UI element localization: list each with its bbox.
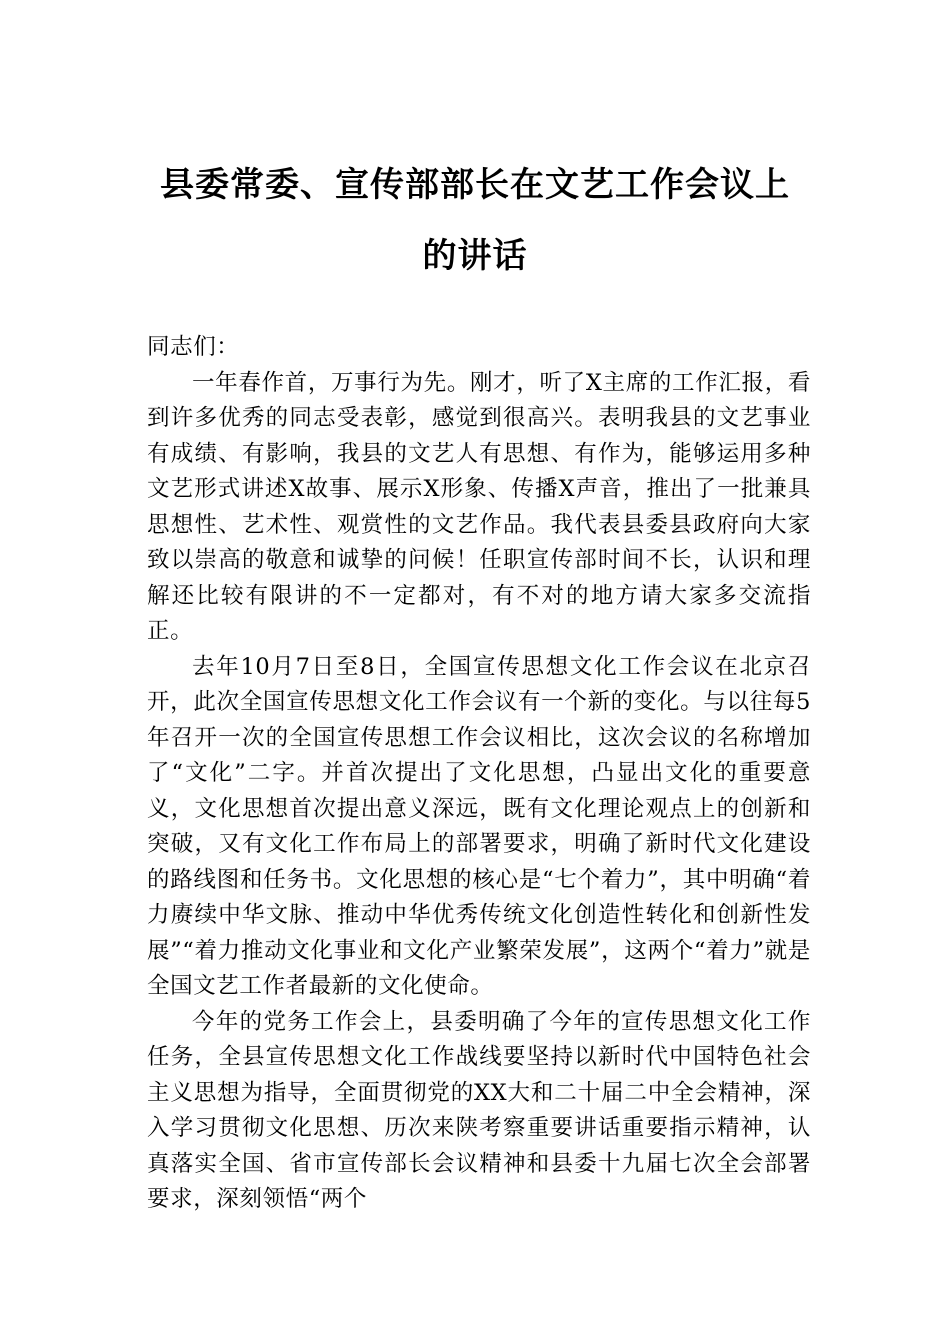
paragraph-1: 一年春作首，万事行为先。刚才，听了X主席的工作汇报，看到许多优秀的同志受表彰，感觉到很高兴。表明我县的文艺事业有成绩、有影响，我县的文艺人有思想、有作为，能够运用多种文艺形式讲述X故事、展示X形象、传播X声音，推出了一批兼具思想性、艺术性、观赏性的文艺作品。我代表县委县政府向大家致以崇高的敬意和诚挚的问候！任职宣传部时间不长，认识和理解还比较有限讲的不一定都对，有不对的地方请大家多交流指正。 <box>147 369 811 644</box>
paragraph-2: 去年10月7日至8日，全国宣传思想文化工作会议在北京召开，此次全国宣传思想文化工作会议有一个新的变化。与以往每5年召开一次的全国宣传思想工作会议相比，这次会议的名称增加了“文化”二字。并首次提出了文化思想，凸显出文化的重要意义，文化思想首次提出意义深远，既有文化理论观点上的创新和突破，又有文化工作布局上的部署要求，明确了新时代文化建设的路线图和任务书。文化思想的核心是“七个着力”，其中明确“着力赓续中华文脉、推动中华优秀传统文化创造性转化和创新性发展”“着力推动文化事业和文化产业繁荣发展”，这两个“着力”就是全国文艺工作者最新的文化使命。 <box>147 653 811 999</box>
paragraph-3: 今年的党务工作会上，县委明确了今年的宣传思想文化工作任务，全县宣传思想文化工作战线要坚持以新时代中国特色社会主义思想为指导，全面贯彻党的XX大和二十届二中全会精神，深入学习贯彻文化思想、历次来陕考察重要讲话重要指示精神，认真落实全国、省市宣传部长会议精神和县委十九届七次全会部署要求，深刻领悟“两个 <box>147 1008 811 1212</box>
document-title-line-1: 县委常委、宣传部部长在文艺工作会议上 <box>160 165 790 205</box>
salutation: 同志们： <box>147 334 240 360</box>
document-title-line-2: 的讲话 <box>422 236 528 276</box>
document-body <box>147 330 811 1218</box>
